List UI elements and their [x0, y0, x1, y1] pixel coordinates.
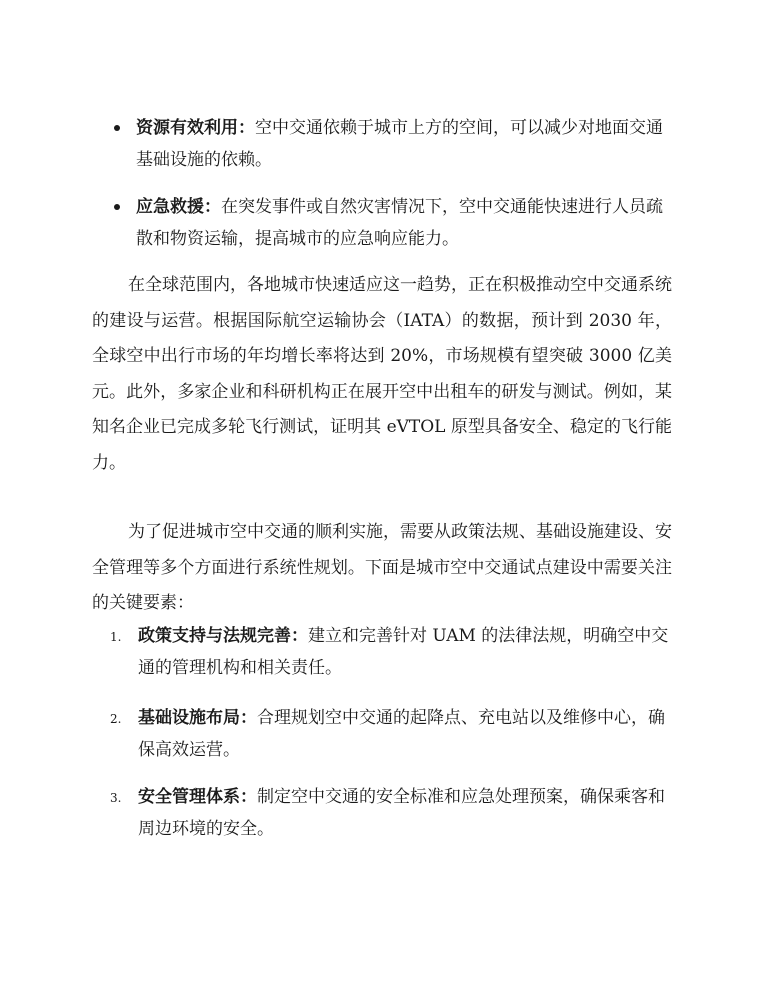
numbered-list — [106, 781, 671, 845]
item-number: 2. — [110, 712, 122, 726]
bullet-item-emergency-rescue — [106, 191, 671, 255]
item-term: 安全管理体系： — [138, 787, 257, 807]
numbered-item-policy — [106, 620, 671, 684]
item-text: 合理规划空中交通的起降点、充电站以及维修中心，确保高效运营。 — [138, 708, 665, 760]
numbered-item-infrastructure — [106, 702, 671, 766]
bullet-term: 资源有效利用： — [136, 118, 255, 138]
bullet-term: 应急救援： — [136, 197, 221, 217]
item-term: 基础设施布局： — [138, 708, 257, 728]
item-text: 建立和完善针对 UAM 的法律法规，明确空中交通的管理机构和相关责任。 — [138, 626, 669, 678]
bullet-list — [106, 191, 671, 255]
bullet-text: 在突发事件或自然灾害情况下，空中交通能快速进行人员疏散和物资运输，提高城市的应急响应能力。 — [136, 197, 663, 249]
bullet-item-resource-use — [106, 112, 671, 176]
bullet-text: 空中交通依赖于城市上方的空间，可以减少对地面交通基础设施的依赖。 — [136, 118, 663, 170]
numbered-list — [106, 620, 671, 684]
item-term: 政策支持与法规完善： — [138, 626, 308, 646]
bullet-dot-icon — [114, 204, 120, 210]
bullet-list — [106, 112, 671, 176]
item-text: 制定空中交通的安全标准和应急处理预案，确保乘客和周边环境的安全。 — [138, 787, 665, 839]
item-number: 1. — [110, 630, 122, 644]
numbered-item-safety — [106, 781, 671, 845]
numbered-list — [106, 702, 671, 766]
paragraph-key-elements-intro: 为了促进城市空中交通的顺利实施，需要从政策法规、基础设施建设、安全管理等多个方面进行系统性规划。下面是城市空中交通试点建设中需要关注的关键要素： — [92, 522, 672, 613]
item-number: 3. — [110, 791, 122, 805]
paragraph-global-trend: 在全球范围内，各地城市快速适应这一趋势，正在积极推动空中交通系统的建设与运营。根据国际航空运输协会（IATA）的数据，预计到 2030 年，全球空中出行市场的年均增长率将达到 20%，市场规模有望突破 3000 亿美元。此外，多家企业和科研机构正在展开空中出租车的研发与测试。例如，某知名企业已完成多轮飞行测试，证明其 eVTOL 原型具备安全、稳定的飞行能力。 — [92, 275, 672, 473]
bullet-dot-icon — [114, 125, 120, 131]
